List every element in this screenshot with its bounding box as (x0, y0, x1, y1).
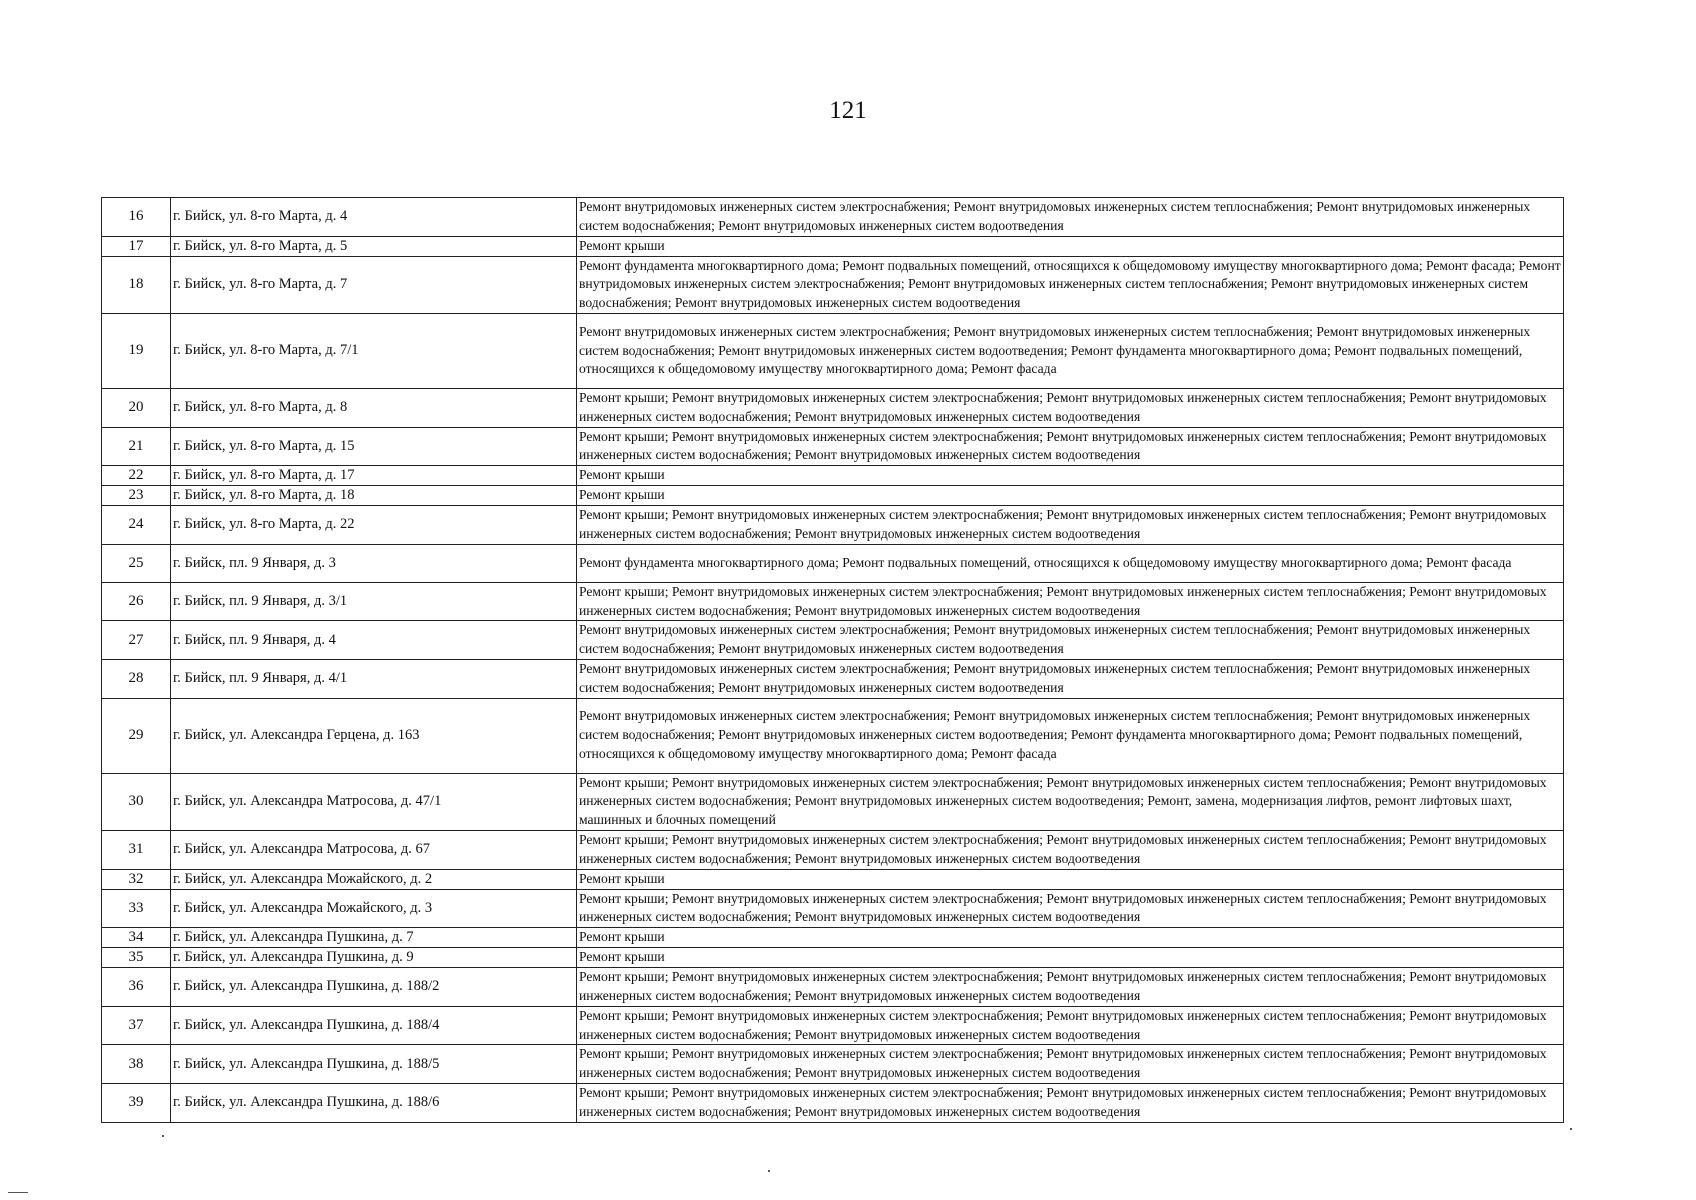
row-works: Ремонт крыши (577, 928, 1564, 948)
row-works: Ремонт крыши; Ремонт внутридомовых инженерных систем электроснабжения; Ремонт внутридомовых инженерных систем теплоснабжения; Ремонт внутридомовых инженерных систем водоснабжения; Ремонт внутридомовых инженерных систем водоотведения (577, 1006, 1564, 1045)
row-address: г. Бийск, ул. Александра Пушкина, д. 188/2 (171, 968, 577, 1007)
table-row (102, 427, 1564, 466)
row-works: Ремонт фундамента многоквартирного дома; Ремонт подвальных помещений, относящихся к общедомовому имуществу многоквартирного дома; Ремонт фасада; Ремонт внутридомовых инженерных систем электроснабжения; Ремонт внутридомовых инженерных систем теплоснабжения; Ремонт внутридомовых инженерных систем водоснабжения; Ремонт внутридомовых инженерных систем водоотведения (577, 256, 1564, 313)
row-address: г. Бийск, ул. Александра Можайского, д. 3 (171, 889, 577, 928)
row-works: Ремонт крыши; Ремонт внутридомовых инженерных систем электроснабжения; Ремонт внутридомовых инженерных систем теплоснабжения; Ремонт внутридомовых инженерных систем водоснабжения; Ремонт внутридомовых инженерных систем водоотведения (577, 427, 1564, 466)
row-works: Ремонт крыши; Ремонт внутридомовых инженерных систем электроснабжения; Ремонт внутридомовых инженерных систем теплоснабжения; Ремонт внутридомовых инженерных систем водоснабжения; Ремонт внутридомовых инженерных систем водоотведения (577, 388, 1564, 427)
table-row (102, 928, 1564, 948)
table-row (102, 948, 1564, 968)
row-number: 28 (102, 659, 171, 698)
table-row (102, 830, 1564, 869)
row-address: г. Бийск, ул. Александра Матросова, д. 47/1 (171, 773, 577, 830)
row-works: Ремонт внутридомовых инженерных систем электроснабжения; Ремонт внутридомовых инженерных систем теплоснабжения; Ремонт внутридомовых инженерных систем водоснабжения; Ремонт внутридомовых инженерных систем водоотведения; Ремонт фундамента многоквартирного дома; Ремонт подвальных помещений, относящихся к общедомовому имуществу многоквартирного дома; Ремонт фасада (577, 313, 1564, 388)
row-address: г. Бийск, ул. Александра Пушкина, д. 7 (171, 928, 577, 948)
row-number: 16 (102, 198, 171, 237)
table-row (102, 773, 1564, 830)
row-address: г. Бийск, ул. Александра Герцена, д. 163 (171, 698, 577, 773)
row-number: 38 (102, 1045, 171, 1084)
row-address: г. Бийск, ул. 8-го Марта, д. 7 (171, 256, 577, 313)
row-address: г. Бийск, ул. Александра Пушкина, д. 188/5 (171, 1045, 577, 1084)
row-address: г. Бийск, ул. 8-го Марта, д. 17 (171, 466, 577, 486)
scan-speck (162, 1135, 164, 1137)
row-works: Ремонт крыши; Ремонт внутридомовых инженерных систем электроснабжения; Ремонт внутридомовых инженерных систем теплоснабжения; Ремонт внутридомовых инженерных систем водоснабжения; Ремонт внутридомовых инженерных систем водоотведения (577, 1045, 1564, 1084)
table-row (102, 506, 1564, 545)
row-works: Ремонт крыши; Ремонт внутридомовых инженерных систем электроснабжения; Ремонт внутридомовых инженерных систем теплоснабжения; Ремонт внутридомовых инженерных систем водоснабжения; Ремонт внутридомовых инженерных систем водоотведения (577, 968, 1564, 1007)
page-number: 121 (829, 97, 867, 124)
table-row (102, 698, 1564, 773)
row-address: г. Бийск, ул. Александра Можайского, д. 2 (171, 869, 577, 889)
row-number: 23 (102, 486, 171, 506)
row-works: Ремонт крыши (577, 869, 1564, 889)
row-works: Ремонт крыши; Ремонт внутридомовых инженерных систем электроснабжения; Ремонт внутридомовых инженерных систем теплоснабжения; Ремонт внутридомовых инженерных систем водоснабжения; Ремонт внутридомовых инженерных систем водоотведения (577, 889, 1564, 928)
table-row (102, 582, 1564, 621)
row-number: 21 (102, 427, 171, 466)
row-number: 19 (102, 313, 171, 388)
row-number: 25 (102, 544, 171, 582)
row-number: 26 (102, 582, 171, 621)
row-address: г. Бийск, пл. 9 Января, д. 4 (171, 621, 577, 660)
row-address: г. Бийск, ул. 8-го Марта, д. 5 (171, 236, 577, 256)
row-number: 32 (102, 869, 171, 889)
scan-speck (8, 1192, 28, 1193)
table-row (102, 236, 1564, 256)
row-works: Ремонт внутридомовых инженерных систем электроснабжения; Ремонт внутридомовых инженерных систем теплоснабжения; Ремонт внутридомовых инженерных систем водоснабжения; Ремонт внутридомовых инженерных систем водоотведения (577, 659, 1564, 698)
row-number: 37 (102, 1006, 171, 1045)
row-works: Ремонт крыши; Ремонт внутридомовых инженерных систем электроснабжения; Ремонт внутридомовых инженерных систем теплоснабжения; Ремонт внутридомовых инженерных систем водоснабжения; Ремонт внутридомовых инженерных систем водоотведения (577, 1083, 1564, 1122)
row-address: г. Бийск, ул. 8-го Марта, д. 7/1 (171, 313, 577, 388)
table-row (102, 486, 1564, 506)
table-row (102, 968, 1564, 1007)
table-row (102, 256, 1564, 313)
scan-speck (768, 1170, 770, 1172)
row-address: г. Бийск, ул. Александра Матросова, д. 67 (171, 830, 577, 869)
table-row (102, 621, 1564, 660)
row-address: г. Бийск, пл. 9 Января, д. 4/1 (171, 659, 577, 698)
row-address: г. Бийск, ул. Александра Пушкина, д. 188/6 (171, 1083, 577, 1122)
table-row (102, 1006, 1564, 1045)
row-works: Ремонт крыши; Ремонт внутридомовых инженерных систем электроснабжения; Ремонт внутридомовых инженерных систем теплоснабжения; Ремонт внутридомовых инженерных систем водоснабжения; Ремонт внутридомовых инженерных систем водоотведения (577, 830, 1564, 869)
row-number: 29 (102, 698, 171, 773)
row-works: Ремонт крыши; Ремонт внутридомовых инженерных систем электроснабжения; Ремонт внутридомовых инженерных систем теплоснабжения; Ремонт внутридомовых инженерных систем водоснабжения; Ремонт внутридомовых инженерных систем водоотведения (577, 506, 1564, 545)
table-row (102, 869, 1564, 889)
row-address: г. Бийск, ул. 8-го Марта, д. 22 (171, 506, 577, 545)
row-works: Ремонт крыши (577, 486, 1564, 506)
row-number: 18 (102, 256, 171, 313)
row-works: Ремонт крыши; Ремонт внутридомовых инженерных систем электроснабжения; Ремонт внутридомовых инженерных систем теплоснабжения; Ремонт внутридомовых инженерных систем водоснабжения; Ремонт внутридомовых инженерных систем водоотведения (577, 582, 1564, 621)
row-address: г. Бийск, ул. Александра Пушкина, д. 9 (171, 948, 577, 968)
table-row (102, 889, 1564, 928)
row-works: Ремонт внутридомовых инженерных систем электроснабжения; Ремонт внутридомовых инженерных систем теплоснабжения; Ремонт внутридомовых инженерных систем водоснабжения; Ремонт внутридомовых инженерных систем водоотведения (577, 621, 1564, 660)
row-number: 30 (102, 773, 171, 830)
row-address: г. Бийск, ул. 8-го Марта, д. 15 (171, 427, 577, 466)
row-number: 22 (102, 466, 171, 486)
table-row (102, 388, 1564, 427)
table-row (102, 466, 1564, 486)
row-works: Ремонт крыши (577, 466, 1564, 486)
row-works: Ремонт крыши (577, 236, 1564, 256)
row-address: г. Бийск, ул. Александра Пушкина, д. 188/4 (171, 1006, 577, 1045)
row-address: г. Бийск, ул. 8-го Марта, д. 18 (171, 486, 577, 506)
row-number: 35 (102, 948, 171, 968)
row-number: 20 (102, 388, 171, 427)
table-body (102, 198, 1564, 1123)
table-row (102, 659, 1564, 698)
row-number: 36 (102, 968, 171, 1007)
row-works: Ремонт крыши; Ремонт внутридомовых инженерных систем электроснабжения; Ремонт внутридомовых инженерных систем теплоснабжения; Ремонт внутридомовых инженерных систем водоснабжения; Ремонт внутридомовых инженерных систем водоотведения; Ремонт, замена, модернизация лифтов, ремонт лифтовых шахт, машинных и блочных помещений (577, 773, 1564, 830)
table-row (102, 198, 1564, 237)
row-address: г. Бийск, ул. 8-го Марта, д. 4 (171, 198, 577, 237)
table-row (102, 544, 1564, 582)
row-works: Ремонт крыши (577, 948, 1564, 968)
row-number: 39 (102, 1083, 171, 1122)
row-number: 33 (102, 889, 171, 928)
row-number: 27 (102, 621, 171, 660)
scan-speck (1570, 1128, 1572, 1130)
row-address: г. Бийск, ул. 8-го Марта, д. 8 (171, 388, 577, 427)
row-number: 34 (102, 928, 171, 948)
row-works: Ремонт внутридомовых инженерных систем электроснабжения; Ремонт внутридомовых инженерных систем теплоснабжения; Ремонт внутридомовых инженерных систем водоснабжения; Ремонт внутридомовых инженерных систем водоотведения (577, 198, 1564, 237)
row-works: Ремонт фундамента многоквартирного дома; Ремонт подвальных помещений, относящихся к общедомовому имуществу многоквартирного дома; Ремонт фасада (577, 544, 1564, 582)
repair-works-table (101, 197, 1564, 1123)
row-address: г. Бийск, пл. 9 Января, д. 3 (171, 544, 577, 582)
row-number: 17 (102, 236, 171, 256)
row-works: Ремонт внутридомовых инженерных систем электроснабжения; Ремонт внутридомовых инженерных систем теплоснабжения; Ремонт внутридомовых инженерных систем водоснабжения; Ремонт внутридомовых инженерных систем водоотведения; Ремонт фундамента многоквартирного дома; Ремонт подвальных помещений, относящихся к общедомовому имуществу многоквартирного дома; Ремонт фасада (577, 698, 1564, 773)
row-address: г. Бийск, пл. 9 Января, д. 3/1 (171, 582, 577, 621)
table-row (102, 313, 1564, 388)
table-row (102, 1083, 1564, 1122)
row-number: 31 (102, 830, 171, 869)
row-number: 24 (102, 506, 171, 545)
table-row (102, 1045, 1564, 1084)
